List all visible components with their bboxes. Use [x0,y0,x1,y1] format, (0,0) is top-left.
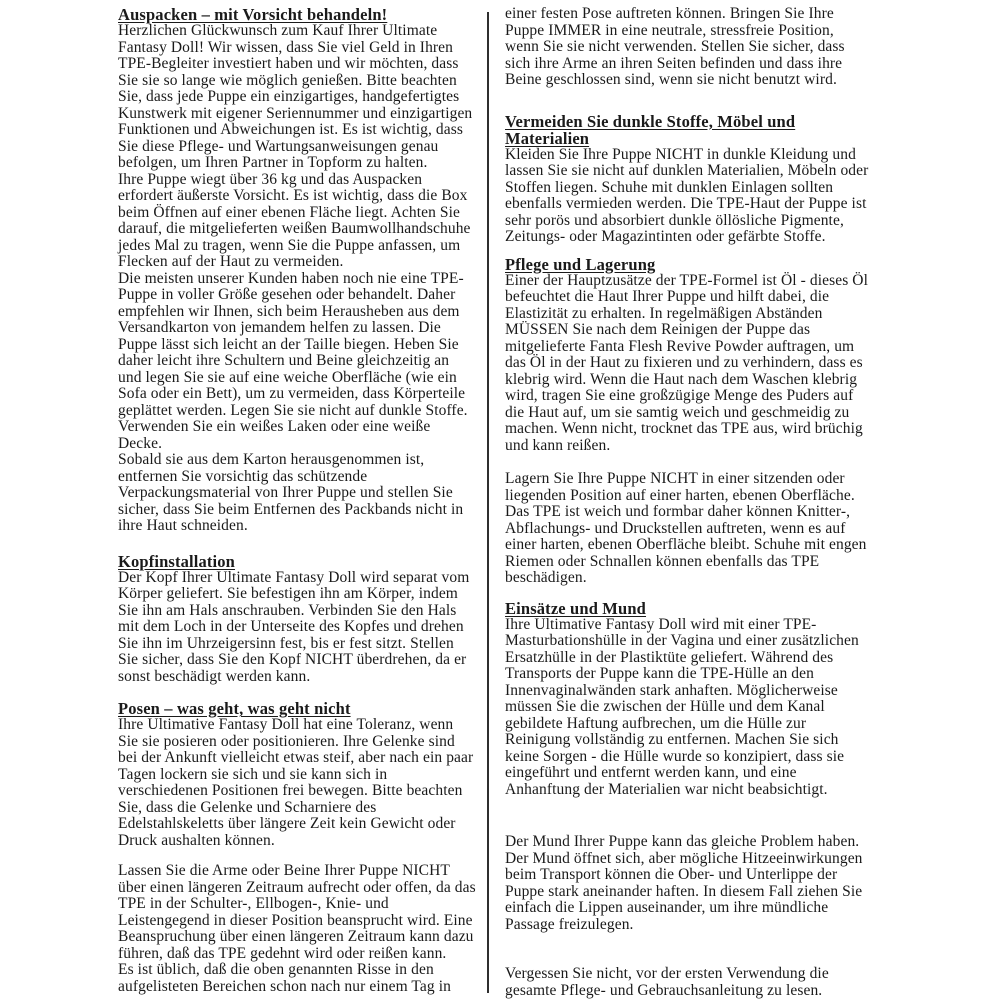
paragraph: Herzlichen Glückwunsch zum Kauf Ihrer Ultimate Fantasy Doll! Wir wissen, dass Sie viel Geld in Ihren TPE-Begleiter investiert haben und wir möchten, dass Sie sie so lange wie möglich genießen. Bitte beachten Sie, dass jede Puppe ein einzigartiges, handgefertigtes Kunstwerk mit eigener Seriennummer und einzigartigen Funktionen und Abweichungen ist. Es ist wichtig, dass Sie diese Pflege- und Wartungsanweisungen genau befolgen, um Ihren Partner in Topform zu halten. [118,22,473,171]
section-heading-kopfinstallation: Kopfinstallation [118,551,236,571]
paragraph: Ihre Ultimative Fantasy Doll wird mit einer TPE-Masturbationshülle in der Vagina und einer zusätzlichen Ersatzhülle in der Plastiktüte geliefert. Während des Transports der Puppe kann die TPE-Hülle an den Innenvaginalwänden stark anhaften. Möglicherweise müssen Sie die zwischen der Hülle und dem Kanal gebildete Haftung aufbrechen, um die Hülle zur Reinigung vollständig zu entfernen. Machen Sie sich keine Sorgen - die Hülle wurde so konzipiert, dass sie eingeführt und entfernt werden kann, und eine Anhanftung der Materialien war nicht beabsichtigt. [505,615,859,798]
right-column [505,6,871,999]
paragraph: Lassen Sie die Arme oder Beine Ihrer Puppe NICHT über einen längeren Zeitraum aufrecht oder offen, da das TPE in der Schulter-, Ellbogen-, Knie- und Leistengegend in dieser Position beansprucht wird. Eine Beanspruchung über einen längeren Zeitraum kann dazu führen, daß das TPE gedehnt wird oder reißen kann. [118,862,476,962]
section-pflege-lagerung [505,256,871,587]
paragraph: Ihre Puppe wiegt über 36 kg und das Auspacken erfordert äußerste Vorsicht. Es ist wichtig, dass die Box beim Öffnen auf einer ebenen Fläche liegt. Achten Sie darauf, die mitgelieferten weißen Baumwollhandschuhe jedes Mal zu tragen, wenn Sie die Puppe anfassen, um Flecken auf der Haut zu vermeiden. [118,170,471,270]
section-heading-pflege-lagerung: Pflege und Lagerung [505,254,656,274]
paragraph: Ihre Ultimative Fantasy Doll hat eine Toleranz, wenn Sie sie posieren oder positionieren. Ihre Gelenke sind bei der Ankunft vielleicht etwas steif, aber nach ein paar Tagen lockern sie sich und sie kann sich in verschiedenen Positionen frei bewegen. Bitte beachten Sie, dass die Gelenke und Scharniere des Edelstahlskeletts über längere Zeit kein Gewicht oder Druck aushalten können. [118,716,474,849]
paragraph: Sobald sie aus dem Karton herausgenommen ist, entfernen Sie vorsichtig das schützende Verpackungsmaterial von Ihrer Puppe und stellen Sie sicher, dass Sie beim Entfernen des Packbands nicht in ihre Haut schneiden. [118,451,464,534]
paragraph: Vergessen Sie nicht, vor der ersten Verwendung die gesamte Pflege- und Gebrauchsanleitung zu lesen. [505,965,829,999]
paragraph: Es ist üblich, daß die oben genannten Risse in den aufgelisteten Bereichen schon nach nur einem Tag in [118,961,451,995]
section-dunkle-stoffe [505,113,871,246]
section-auspacken [118,6,476,535]
paragraph: Die meisten unserer Kunden haben noch nie eine TPE-Puppe in voller Größe gesehen oder behandelt. Daher empfehlen wir Ihnen, sich beim Herausheben aus dem Versandkarton von jemandem helfen zu lassen. Die Puppe lässt sich leicht an der Taille biegen. Heben Sie daher leicht ihre Schultern und Beine gleichzeitig an und legen Sie sie auf eine weiche Oberfläche (wie ein Sofa oder ein Bett), um zu vermeiden, dass Körperteile geplättet werden. Legen Sie sie nicht auf dunkle Stoffe. Verwenden Sie ein weißes Laken oder eine weiße Decke. [118,269,468,452]
section-heading-posen: Posen – was geht, was geht nicht [118,699,351,718]
section-einsaetze-mund [505,600,871,1000]
section-kopfinstallation [118,553,476,686]
paragraph: Der Kopf Ihrer Ultimate Fantasy Doll wird separat vom Körper geliefert. Sie befestigen ihn am Körper, indem Sie ihn am Hals anschrauben. Verbinden Sie den Hals mit dem Loch in der Unterseite des Kopfes und drehen Sie ihn im Uhrzeigersinn fest, bis er fest sitzt. Stellen Sie sicher, dass Sie den Kopf NICHT überdrehen, da er sonst beschädigt werden kann. [118,568,470,685]
section-posen-continuation [505,6,871,89]
section-posen [118,700,476,995]
paragraph: Der Mund Ihrer Puppe kann das gleiche Problem haben. Der Mund öffnet sich, aber mögliche Hitzeeinwirkungen beim Transport können die Ober- und Unterlippe der Puppe stark aneinander haften. In diesem Fall ziehen Sie einfach die Lippen auseinander, um ihre mündliche Passage freizulegen. [505,833,863,933]
paragraph: Einer der Hauptzusätze der TPE-Formel ist Öl - dieses Öl befeuchtet die Haut Ihrer Puppe und hilft dabei, die Elastizität zu erhalten. In regelmäßigen Abständen MÜSSEN Sie nach dem Reinigen der Puppe das mitgelieferte Fanta Flesh Revive Powder auftragen, um das Öl in der Haut zu fixieren und zu verhindern, dass es klebrig wird. Wenn die Haut nach dem Waschen klebrig wird, tragen Sie eine großzügige Menge des Puders auf die Haut auf, um sie samtig weich und geschmeidig zu machen. Wenn nicht, trocknet das TPE aus, wird brüchig und kann reißen. [505,271,869,454]
left-column [118,6,476,995]
section-heading-auspacken: Auspacken – mit Vorsicht behandeln! [118,5,388,24]
column-divider [487,12,489,993]
paragraph: Kleiden Sie Ihre Puppe NICHT in dunkle Kleidung und lassen Sie sie nicht auf dunklen Materialien, Möbeln oder Stoffen liegen. Schuhe mit dunklen Einlagen sollten ebenfalls vermieden werden. Die TPE-Haut der Puppe ist sehr porös und absorbiert dunkle öllösliche Pigmente, Zeitungs- oder Magazintinten oder gefärbte Stoffe. [505,145,869,245]
paragraph: einer festen Pose auftreten können. Bringen Sie Ihre Puppe IMMER in eine neutrale, stressfreie Position, wenn Sie sie nicht verwenden. Stellen Sie sicher, dass sich ihre Arme an ihren Seiten befinden und dass ihre Beine geschlossen sind, wenn sie nicht benutzt wird. [505,5,845,88]
section-heading-einsaetze-mund: Einsätze und Mund [505,598,647,618]
section-heading-dunkle-stoffe: Vermeiden Sie dunkle Stoffe, Möbel und Materialien [505,111,796,148]
paragraph: Lagern Sie Ihre Puppe NICHT in einer sitzenden oder liegenden Position auf einer harten, ebenen Oberfläche. Das TPE ist weich und formbar daher können Knitter-, Abflachungs- und Druckstellen auftreten, wenn es auf einer harten, ebenen Oberfläche bleibt. Schuhe mit engen Riemen oder Schnallen können ebenfalls das TPE beschädigen. [505,470,867,586]
